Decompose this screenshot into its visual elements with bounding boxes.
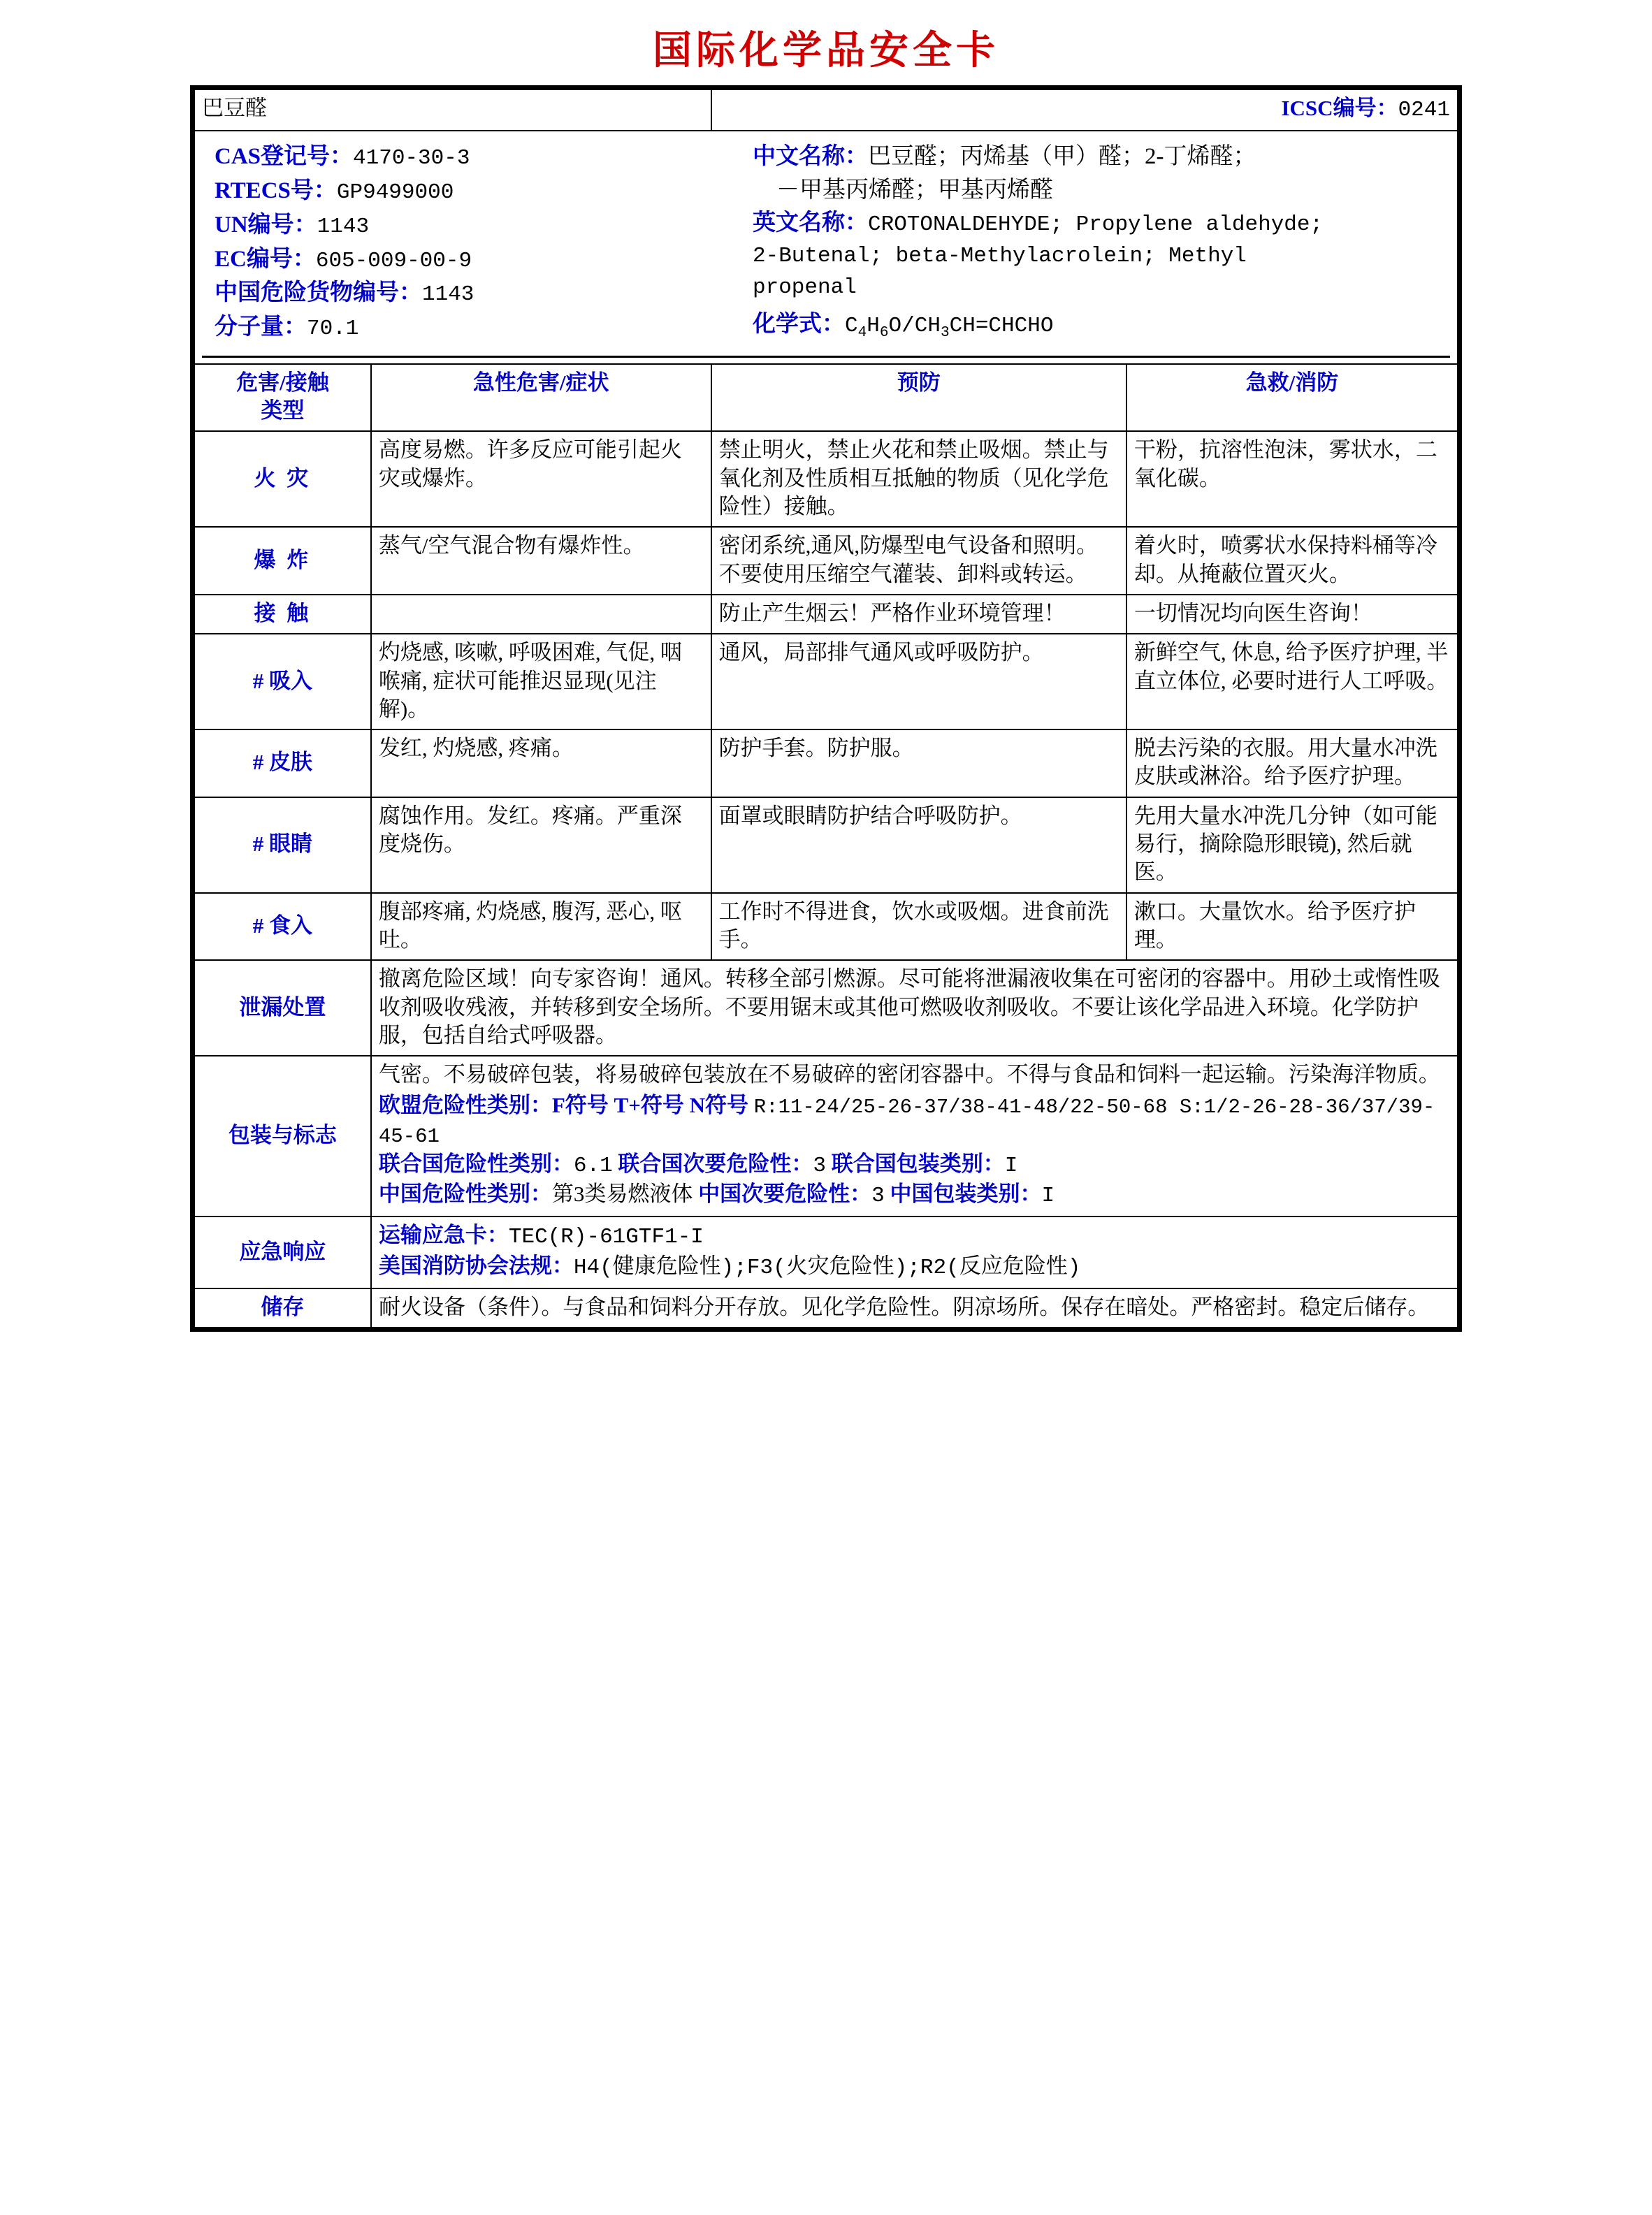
- substance-name: 巴豆醛: [194, 89, 711, 131]
- eu-classification-line: [379, 1091, 1450, 1149]
- row-label-storage: 储存: [194, 1288, 371, 1328]
- formula-label: 化学式：: [753, 311, 845, 337]
- table-row: [194, 893, 1458, 961]
- cn-dangerous-goods-value: 1143: [422, 282, 474, 307]
- icsc-number-cell: [711, 89, 1458, 131]
- nfpa-line: [379, 1252, 1450, 1282]
- spill-text: 撤离危险区域！向专家咨询！通风。转移全部引燃源。尽可能将泄漏液收集在可密闭的容器中。用砂土或惰性吸收剂吸收残液，并转移到安全场所。不要用锯末或其他可燃吸收剂吸收。不要让该化学品进入环境。化学防护服，包括自给式呼吸器。: [371, 960, 1458, 1056]
- ingestion-prevention: 工作时不得进食，饮水或吸烟。进食前洗手。: [711, 893, 1126, 961]
- ec-value: 605-009-00-9: [315, 248, 472, 273]
- exposure-prevention: 防止产生烟云！严格作业环境管理！: [711, 595, 1126, 634]
- table-row: [194, 634, 1458, 729]
- table-row: [194, 1056, 1458, 1217]
- cn-hazard-class-value: 第3类易燃液体: [551, 1182, 693, 1207]
- row-label-spill: 泄漏处置: [194, 960, 371, 1056]
- row-label-skin: # 皮肤: [194, 729, 371, 797]
- un-hazard-class-label: 联合国危险性类别：: [378, 1151, 574, 1176]
- un-line: [215, 210, 753, 242]
- un-classification-line: [379, 1150, 1450, 1180]
- english-name-value: CROTONALDEHYDE; Propylene aldehyde;: [868, 212, 1324, 238]
- emergency-cell: [371, 1217, 1458, 1288]
- eu-classification-symbols: F符号 T+符号 N符号: [551, 1093, 754, 1118]
- col-header-hazard-type-line2: 类型: [261, 398, 305, 423]
- ec-label: EC编号：: [215, 246, 316, 272]
- fire-hazard: 高度易燃。许多反应可能引起火灾或爆炸。: [371, 431, 711, 527]
- identity-right-column: [753, 141, 1437, 346]
- cn-subsidiary-risk-label: 中国次要危险性：: [698, 1182, 872, 1207]
- nfpa-label: 美国消防协会法规：: [378, 1253, 574, 1278]
- nfpa-value: H4(健康危险性);F3(火灾危险性);R2(反应危险性): [573, 1255, 1081, 1280]
- english-name-line-2: 2-Butenal; beta-Methylacrolein; Methyl: [753, 244, 1247, 269]
- inhalation-hazard: 灼烧感, 咳嗽, 呼吸困难, 气促, 咽喉痛, 症状可能推迟显现(见注解)。: [371, 634, 711, 729]
- table-row: [194, 527, 1458, 595]
- rtecs-line: [215, 175, 753, 208]
- packaging-text: 气密。不易破碎包装，将易破碎包装放在不易破碎的密闭容器中。不得与食品和饲料一起运输。污染海洋物质。: [378, 1062, 1440, 1087]
- fire-firstaid: 干粉，抗溶性泡沫，雾状水，二氧化碳。: [1126, 431, 1458, 527]
- fire-prevention: 禁止明火，禁止火花和禁止吸烟。禁止与氧化剂及性质相互抵触的物质（见化学危险性）接触。: [711, 431, 1126, 527]
- table-row: [194, 960, 1458, 1056]
- ec-line: [215, 244, 753, 277]
- cn-classification-line: [379, 1180, 1450, 1210]
- chinese-name-line-2: －甲基丙烯醛；甲基丙烯醛: [776, 177, 1053, 203]
- row-label-explosion: 爆 炸: [194, 527, 371, 595]
- transport-emergency-card-label: 运输应急卡：: [378, 1223, 509, 1248]
- un-hazard-class-value: 6.1: [573, 1153, 613, 1178]
- un-packing-group-value: I: [1004, 1153, 1018, 1178]
- exposure-firstaid: 一切情况均向医生咨询！: [1126, 595, 1458, 634]
- card-header-row: [194, 89, 1458, 131]
- table-row: [194, 729, 1458, 797]
- identity-row: [194, 131, 1458, 364]
- table-row: [194, 797, 1458, 893]
- formula-line: [753, 309, 1437, 343]
- explosion-prevention: 密闭系统,通风,防爆型电气设备和照明。不要使用压缩空气灌装、卸料或转运。: [711, 527, 1126, 595]
- cn-packing-group-label: 中国包装类别：: [890, 1182, 1042, 1207]
- ingestion-firstaid: 漱口。大量饮水。给予医疗护理。: [1126, 893, 1458, 961]
- row-label-exposure: 接 触: [194, 595, 371, 634]
- english-name-line: [753, 208, 1437, 240]
- chinese-name-value: 巴豆醛；丙烯基（甲）醛；2-丁烯醛；: [868, 144, 1256, 170]
- cn-subsidiary-risk-value: 3: [871, 1184, 885, 1209]
- molecular-weight-value: 70.1: [307, 317, 359, 342]
- eu-classification-label: 欧盟危险性类别：: [378, 1093, 552, 1118]
- col-header-prevention: 预防: [711, 364, 1126, 432]
- eyes-hazard: 腐蚀作用。发红。疼痛。严重深度烧伤。: [371, 797, 711, 893]
- row-label-packaging: 包装与标志: [194, 1056, 371, 1217]
- ingestion-hazard: 腹部疼痛, 灼烧感, 腹泻, 恶心, 呕吐。: [371, 893, 711, 961]
- table-row: [194, 595, 1458, 634]
- eyes-firstaid: 先用大量水冲洗几分钟（如可能易行，摘除隐形眼镜), 然后就医。: [1126, 797, 1458, 893]
- identity-cell: [194, 131, 1458, 364]
- table-row: [194, 1288, 1458, 1328]
- row-label-fire: 火 灾: [194, 431, 371, 527]
- table-row: [194, 431, 1458, 527]
- eyes-prevention: 面罩或眼睛防护结合呼吸防护。: [711, 797, 1126, 893]
- molecular-weight-line: [215, 312, 753, 344]
- column-header-row: [194, 364, 1458, 432]
- rtecs-label: RTECS号：: [215, 178, 337, 204]
- un-subsidiary-risk-value: 3: [813, 1153, 827, 1178]
- formula-value: $C_4H_6O/CH_3CH=CHCHO$: [845, 313, 1054, 341]
- cn-hazard-class-label: 中国危险性类别：: [378, 1182, 552, 1207]
- page-title: 国际化学品安全卡: [653, 28, 999, 72]
- icsc-table: [194, 89, 1458, 1328]
- cn-packing-group-value: I: [1041, 1184, 1055, 1209]
- cn-dangerous-goods-label: 中国危险货物编号：: [215, 280, 422, 306]
- skin-firstaid: 脱去污染的衣服。用大量水冲洗皮肤或淋浴。给予医疗护理。: [1126, 729, 1458, 797]
- row-label-eyes: # 眼睛: [194, 797, 371, 893]
- rtecs-value: GP9499000: [336, 180, 454, 205]
- inhalation-firstaid: 新鲜空气, 休息, 给予医疗护理, 半直立体位, 必要时进行人工呼吸。: [1126, 634, 1458, 729]
- skin-prevention: 防护手套。防护服。: [711, 729, 1126, 797]
- icsc-number: 0241: [1398, 98, 1450, 122]
- eu-classification-codes: R:11-24/25-26-37/38-41-48/22-50-68 S:1/2-26-28-36/37/39-45-61: [378, 1096, 1435, 1149]
- cas-value: 4170-30-3: [353, 146, 470, 171]
- exposure-hazard: [371, 595, 711, 634]
- col-header-acute-hazards: 急性危害/症状: [371, 364, 711, 432]
- transport-emergency-card-value: TEC(R)-61GTF1-I: [508, 1225, 704, 1250]
- col-header-hazard-type-line1: 危害/接触: [236, 370, 329, 395]
- transport-emergency-card-line: [379, 1221, 1450, 1251]
- packaging-cell: [371, 1056, 1458, 1217]
- explosion-firstaid: 着火时，喷雾状水保持料桶等冷却。从掩蔽位置灭火。: [1126, 527, 1458, 595]
- explosion-hazard: 蒸气/空气混合物有爆炸性。: [371, 527, 711, 595]
- icsc-label: ICSC编号：: [1281, 96, 1398, 120]
- row-label-emergency-response: 应急响应: [194, 1217, 371, 1288]
- un-label: UN编号：: [215, 212, 317, 238]
- cas-line: [215, 141, 753, 174]
- chinese-name-label: 中文名称：: [753, 144, 868, 170]
- row-label-ingestion: # 食入: [194, 893, 371, 961]
- cas-label: CAS登记号：: [215, 144, 354, 170]
- molecular-weight-label: 分子量：: [215, 314, 307, 340]
- table-row: [194, 1217, 1458, 1288]
- english-name-label: 英文名称：: [753, 210, 868, 236]
- row-label-inhalation: # 吸入: [194, 634, 371, 729]
- chinese-name-line: [753, 141, 1437, 173]
- inhalation-prevention: 通风，局部排气通风或呼吸防护。: [711, 634, 1126, 729]
- icsc-card: [190, 85, 1462, 1332]
- un-value: 1143: [317, 214, 370, 239]
- cn-dangerous-goods-line: [215, 277, 753, 310]
- col-header-firstaid: 急救/消防: [1126, 364, 1458, 432]
- skin-hazard: 发红, 灼烧感, 疼痛。: [371, 729, 711, 797]
- un-subsidiary-risk-label: 联合国次要危险性：: [618, 1151, 813, 1176]
- english-name-line-3: propenal: [753, 275, 857, 300]
- identity-left-column: [215, 141, 753, 346]
- storage-text: 耐火设备（条件）。与食品和饲料分开存放。见化学危险性。阴凉场所。保存在暗处。严格密封。稳定后储存。: [371, 1288, 1458, 1328]
- un-packing-group-label: 联合国包装类别：: [831, 1151, 1005, 1176]
- col-header-hazard-type: [194, 364, 371, 432]
